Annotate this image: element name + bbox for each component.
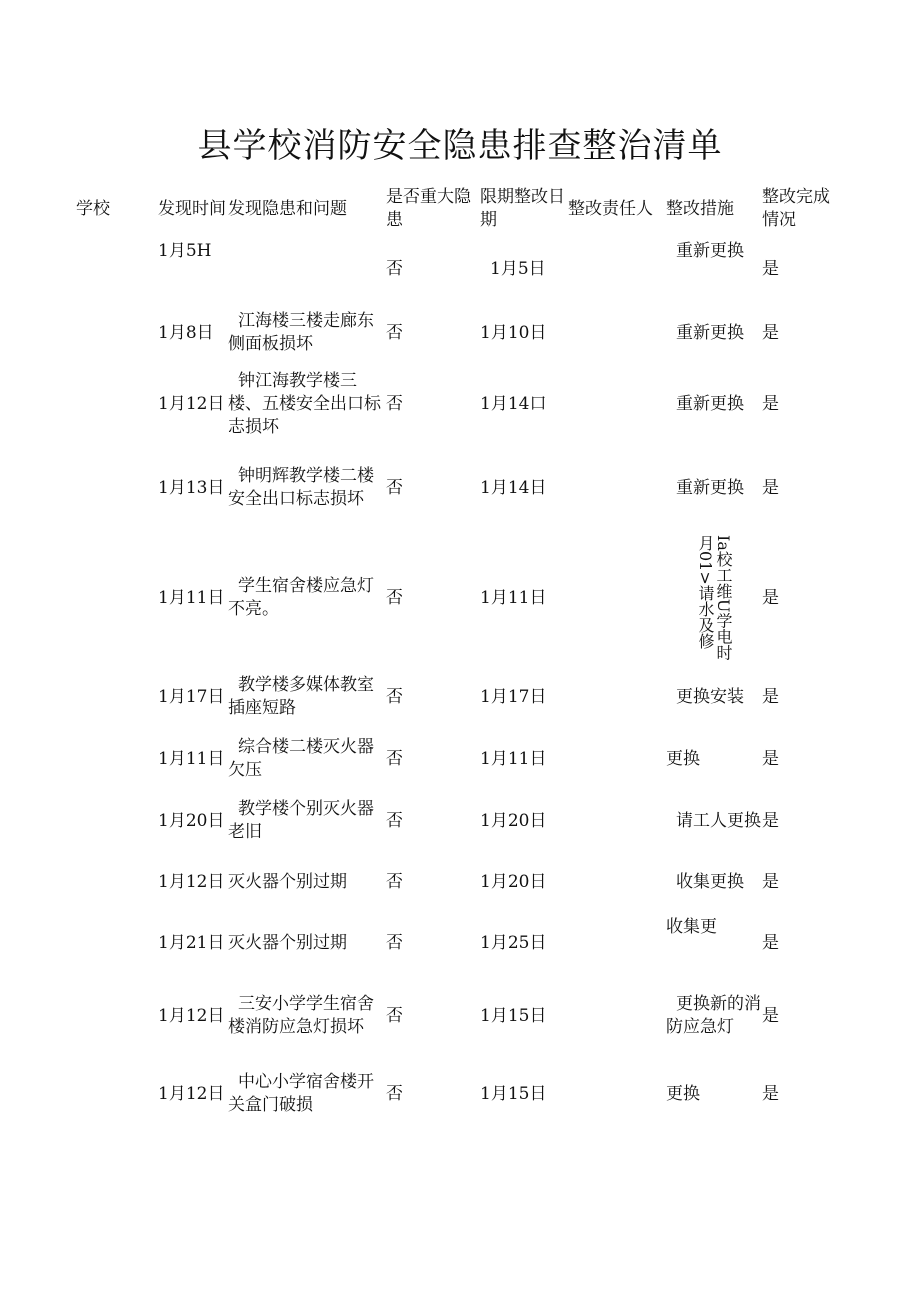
cell-time: 1月13日 — [158, 477, 225, 498]
cell-measure: 更换 — [666, 748, 700, 769]
cell-major: 否 — [386, 932, 403, 953]
cell-school — [72, 304, 158, 362]
cell-owner — [568, 1058, 666, 1130]
header-found-time: 发现时间 — [158, 198, 226, 219]
header-school: 学校 — [76, 198, 110, 219]
cell-done: 是 — [762, 393, 779, 414]
cell-done: 是 — [762, 258, 779, 279]
table-row — [72, 304, 842, 362]
cell-measure: 更换 — [666, 1083, 700, 1104]
cell-issue: 钟明辉教学楼二楼安全出口标志损坏 — [228, 466, 374, 509]
cell-done: 是 — [762, 1005, 779, 1026]
cell-issue: 灭火器个别过期 — [228, 932, 347, 953]
cell-deadline: 1月11日 — [480, 587, 547, 608]
cell-issue: 灭火器个别过期 — [228, 871, 347, 892]
cell-owner — [568, 446, 666, 530]
cell-deadline: 1月20日 — [480, 810, 547, 831]
cell-school — [72, 1058, 158, 1130]
cell-major: 否 — [386, 871, 403, 892]
cell-time: 1月8日 — [158, 322, 214, 343]
cell-measure: 请工人更换 — [676, 810, 761, 831]
cell-issue: 三安小学学生宿舍楼消防应急灯损坏 — [228, 994, 374, 1037]
cell-major: 否 — [386, 1083, 403, 1104]
cell-owner — [568, 728, 666, 790]
header-measure: 整改措施 — [666, 198, 734, 219]
cell-major: 否 — [386, 587, 403, 608]
table-row — [72, 728, 842, 790]
table-row — [72, 234, 842, 304]
table-row — [72, 912, 842, 974]
cell-measure: 重新更换 — [676, 477, 744, 498]
cell-time: 1月20日 — [158, 810, 225, 831]
cell-issue — [228, 234, 386, 304]
table-row — [72, 666, 842, 728]
cell-major: 否 — [386, 393, 403, 414]
cell-deadline: 1月15日 — [480, 1005, 547, 1026]
cell-major: 否 — [386, 477, 403, 498]
cell-deadline: 1月5日 — [490, 258, 546, 279]
table-row — [72, 1058, 842, 1130]
cell-owner — [568, 666, 666, 728]
cell-major: 否 — [386, 810, 403, 831]
cell-done: 是 — [762, 748, 779, 769]
cell-done: 是 — [762, 477, 779, 498]
table-row — [72, 974, 842, 1058]
cell-school — [72, 790, 158, 852]
cell-school — [72, 728, 158, 790]
table-row — [72, 852, 842, 912]
cell-school — [72, 446, 158, 530]
cell-done: 是 — [762, 1083, 779, 1104]
cell-owner — [568, 974, 666, 1058]
cell-time: 1月17日 — [158, 686, 225, 707]
cell-measure: 重新更换 — [676, 241, 744, 261]
cell-measure: 更换新的消防应急灯 — [666, 994, 761, 1037]
cell-time: 1月11日 — [158, 748, 225, 769]
header-deadline: 限期整改日期 — [480, 187, 565, 230]
cell-issue: 中心小学宿舍楼开关盒门破损 — [228, 1072, 374, 1115]
cell-school — [72, 912, 158, 974]
cell-time: 1月12日 — [158, 393, 225, 414]
table-row — [72, 790, 842, 852]
cell-school — [72, 852, 158, 912]
table-row — [72, 530, 842, 666]
cell-done: 是 — [762, 871, 779, 892]
cell-done: 是 — [762, 686, 779, 707]
cell-issue: 学生宿舍楼应急灯不亮。 — [228, 576, 374, 619]
cell-major: 否 — [386, 748, 403, 769]
cell-owner — [568, 790, 666, 852]
table-header-row — [72, 184, 842, 234]
table-row — [72, 362, 842, 446]
cell-measure: 收集更换 — [676, 871, 744, 892]
cell-deadline: 1月11日 — [480, 748, 547, 769]
cell-owner — [568, 530, 666, 666]
cell-school — [72, 362, 158, 446]
cell-owner — [568, 304, 666, 362]
cell-school — [72, 234, 158, 304]
cell-deadline: 1月10日 — [480, 322, 547, 343]
cell-deadline: 1月17日 — [480, 686, 547, 707]
cell-issue: 综合楼二楼灭火器欠压 — [228, 737, 374, 780]
cell-time: 1月5H — [158, 241, 212, 261]
cell-deadline: 1月20日 — [480, 871, 547, 892]
cell-deadline: 1月25日 — [480, 932, 547, 953]
cell-deadline: 1月15日 — [480, 1083, 547, 1104]
cell-issue: 钟江海教学楼三楼、五楼安全出口标志损坏 — [228, 370, 381, 437]
cell-owner — [568, 362, 666, 446]
cell-time: 1月12日 — [158, 1005, 225, 1026]
cell-time: 1月12日 — [158, 871, 225, 892]
cell-school — [72, 530, 158, 666]
cell-measure: 更换安装 — [676, 686, 744, 707]
cell-time: 1月12日 — [158, 1083, 225, 1104]
cell-issue: 教学楼多媒体教室插座短路 — [228, 675, 374, 718]
cell-owner — [568, 234, 666, 304]
cell-major: 否 — [386, 258, 403, 279]
page-title: 县学校消防安全隐患排查整治清单 — [197, 126, 723, 166]
cell-done: 是 — [762, 810, 779, 831]
cell-measure — [666, 530, 762, 666]
cell-major: 否 — [386, 1005, 403, 1026]
cell-issue: 江海楼三楼走廊东侧面板损坏 — [228, 311, 374, 354]
header-issue: 发现隐患和问题 — [228, 198, 347, 219]
cell-issue: 教学楼个别灭火器老旧 — [228, 799, 374, 842]
cell-deadline: 1月14口 — [480, 393, 547, 414]
header-done: 整改完成情况 — [762, 187, 830, 230]
cell-measure: 重新更换 — [676, 393, 744, 414]
header-owner: 整改责任人 — [568, 198, 653, 219]
cell-done: 是 — [762, 587, 779, 608]
cell-measure: 收集更 — [666, 917, 717, 937]
header-major: 是否重大隐患 — [386, 187, 471, 230]
cell-owner — [568, 912, 666, 974]
cell-measure: 重新更换 — [676, 322, 744, 343]
cell-school — [72, 974, 158, 1058]
cell-owner — [568, 852, 666, 912]
cell-school — [72, 666, 158, 728]
cell-time: 1月21日 — [158, 932, 225, 953]
cell-major: 否 — [386, 686, 403, 707]
cell-major: 否 — [386, 322, 403, 343]
hazard-table — [72, 184, 842, 1130]
cell-done: 是 — [762, 322, 779, 343]
table-row — [72, 446, 842, 530]
cell-deadline: 1月14日 — [480, 477, 547, 498]
cell-done: 是 — [762, 932, 779, 953]
measure-vertical-text: Ia校工维U学电时月01>请水及修 — [696, 535, 733, 661]
cell-time: 1月11日 — [158, 587, 225, 608]
